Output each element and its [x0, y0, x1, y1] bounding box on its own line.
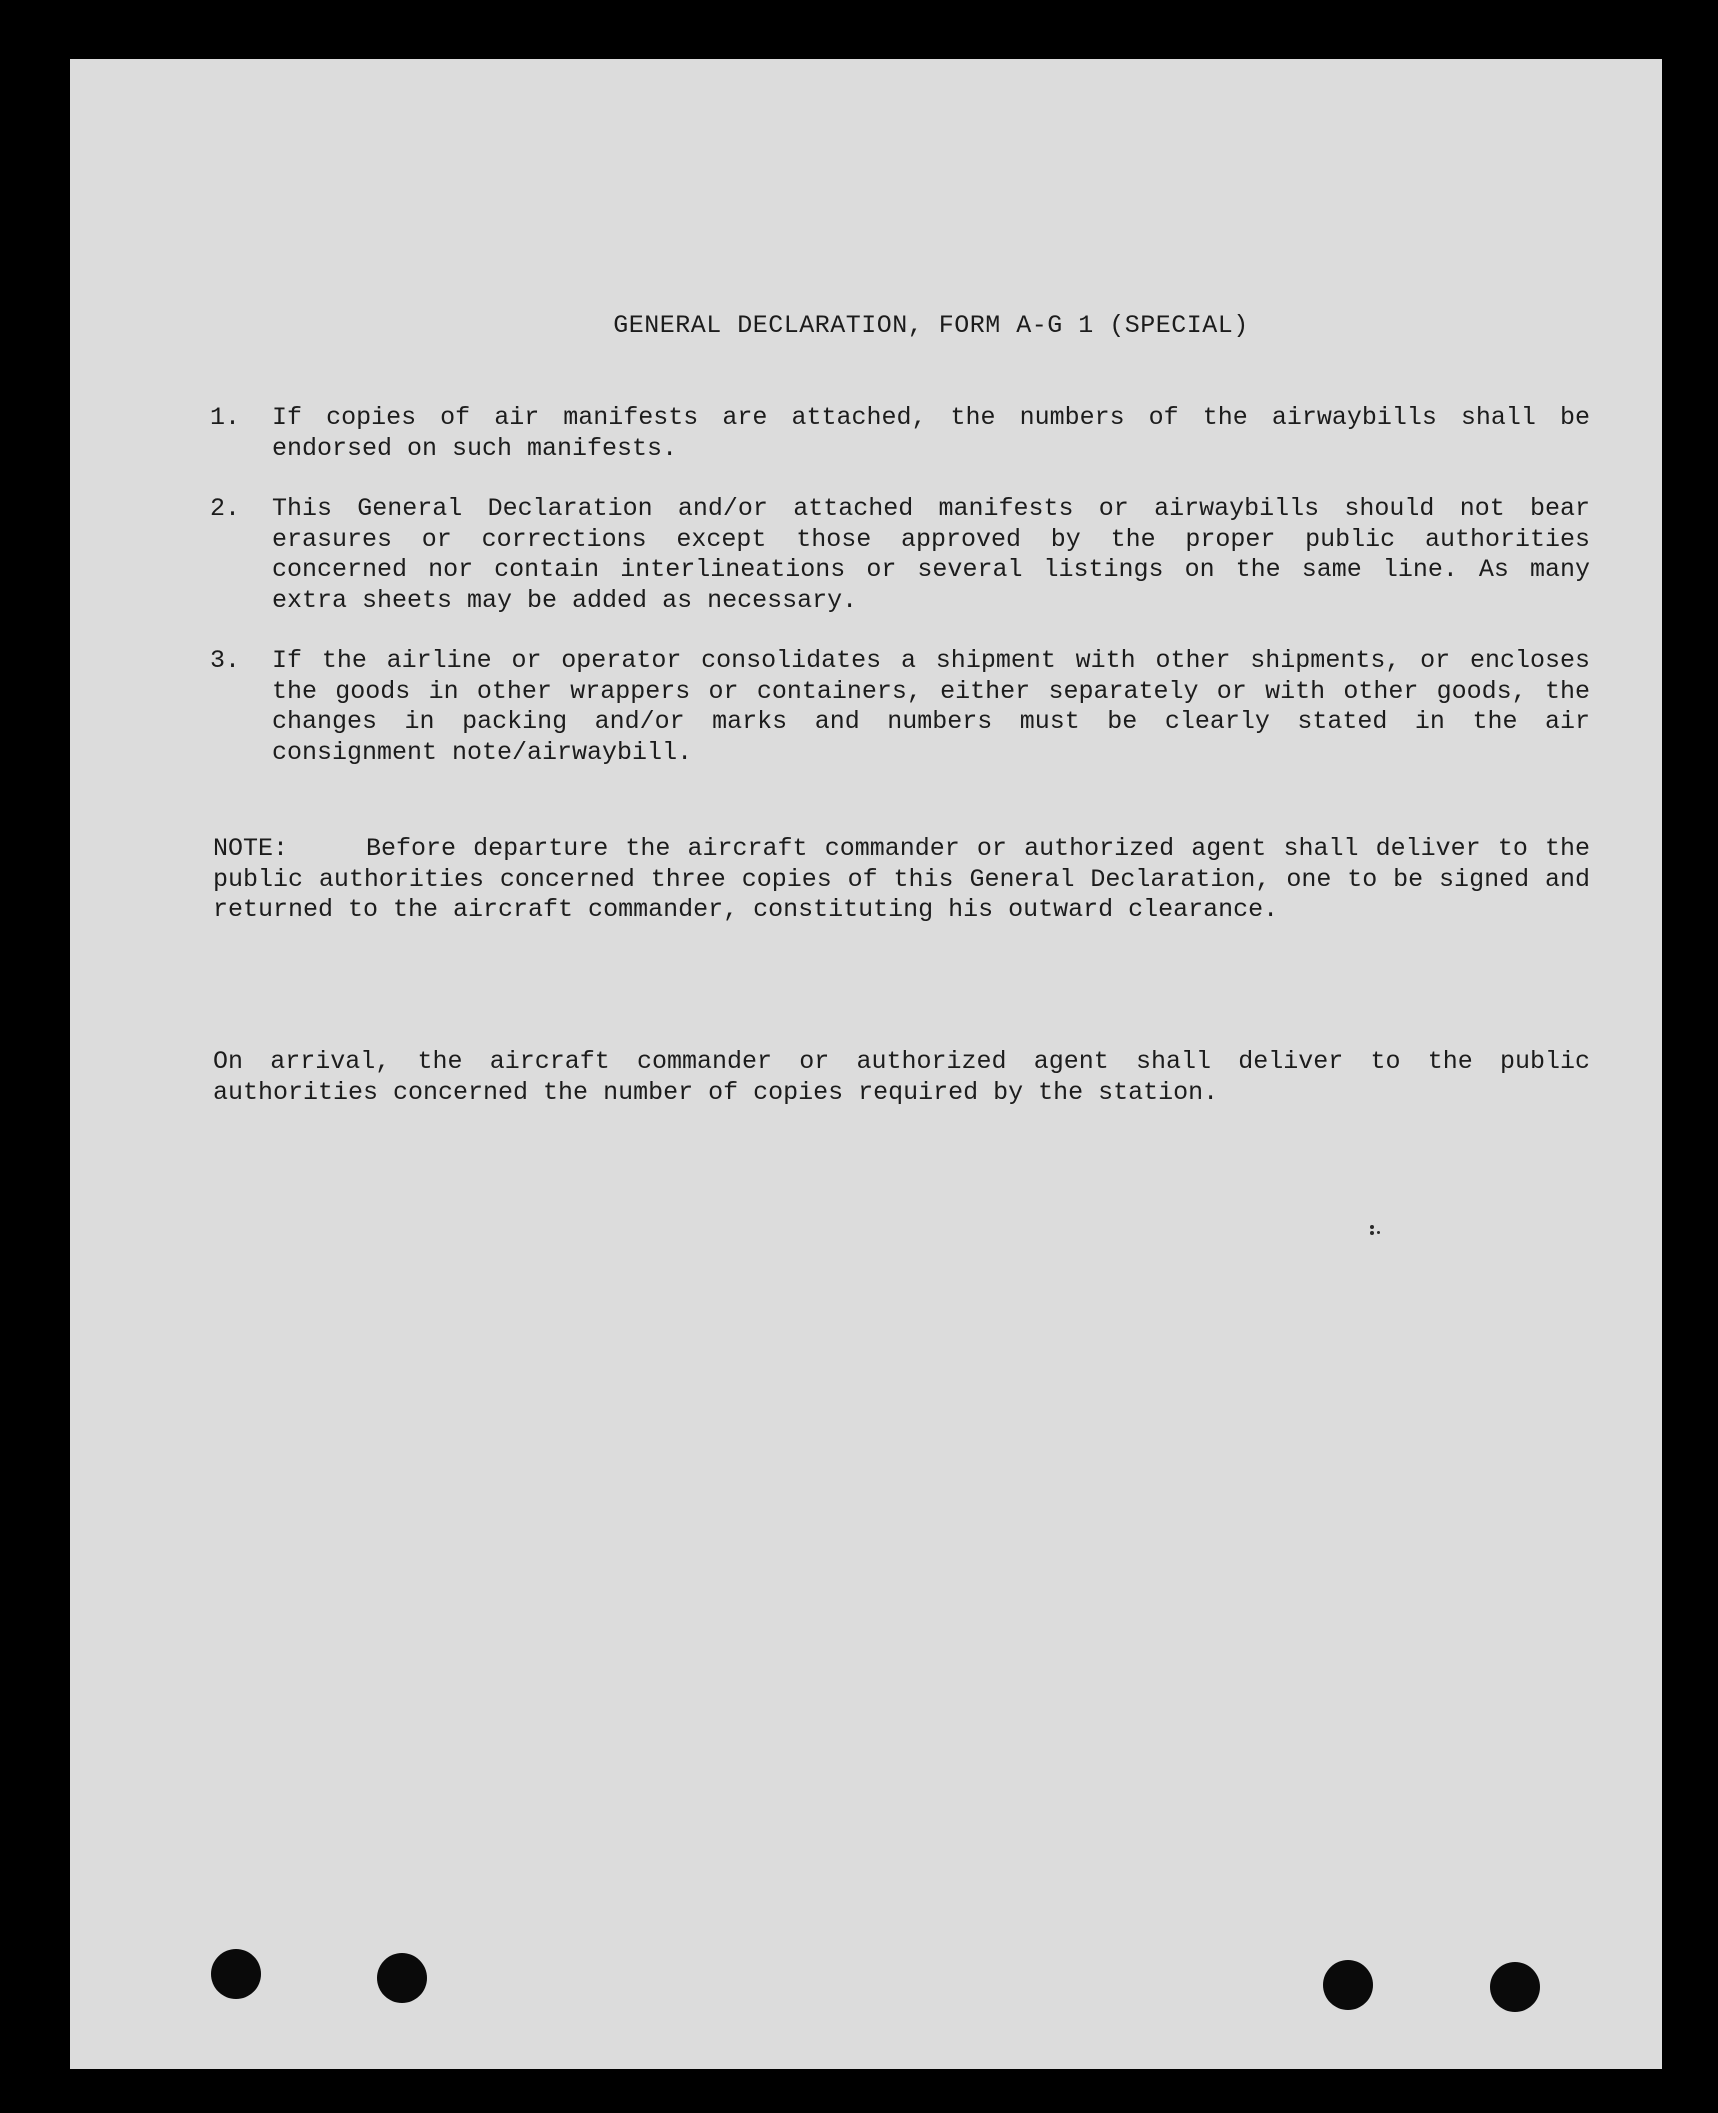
list-item: [210, 403, 1590, 464]
arrival-paragraph: On arrival, the aircraft commander or authorized agent shall deliver to the public authorities concerned the number of copies required by the station.: [213, 1047, 1590, 1107]
list-item: [210, 494, 1590, 616]
list-item: [210, 646, 1590, 768]
list-item-text: If copies of air manifests are attached, the numbers of the airwaybills shall be endorsed on such manifests.: [272, 403, 1590, 463]
document-page: [70, 59, 1662, 2069]
punch-hole: [1323, 1960, 1373, 2010]
list-item-number: 2.: [210, 494, 241, 523]
list-item-text: If the airline or operator consolidates a shipment with other shipments, or encloses the goods in other wrappers or containers, either separately or with other goods, the changes in packing and/or marks and numbers must be clearly stated in the air consignment note/airwaybill.: [272, 646, 1590, 767]
list-item-number: 1.: [210, 403, 241, 432]
note-paragraph: [213, 834, 1590, 926]
punch-hole: [377, 1953, 427, 2003]
list-item-text: This General Declaration and/or attached manifests or airwaybills should not bear erasures or corrections except those approved by the proper public authorities concerned nor contain interlineations or several listings on the same line. As many extra sheets may be added as necessary.: [272, 494, 1590, 615]
document-title: GENERAL DECLARATION, FORM A-G 1 (SPECIAL): [613, 311, 1249, 340]
dust-speck: [1377, 1231, 1380, 1234]
note-label: NOTE:: [213, 834, 289, 863]
punch-hole: [211, 1949, 261, 1999]
dust-speck: [1370, 1231, 1374, 1235]
note-text: Before departure the aircraft commander or authorized agent shall deliver to the public authorities concerned three copies of this General Declaration, one to be signed and returned to the aircraft commander, constituting his outward clearance.: [213, 834, 1590, 924]
punch-hole: [1490, 1962, 1540, 2012]
instruction-list: [210, 403, 1590, 798]
list-item-number: 3.: [210, 646, 241, 675]
dust-speck: [1370, 1225, 1374, 1229]
